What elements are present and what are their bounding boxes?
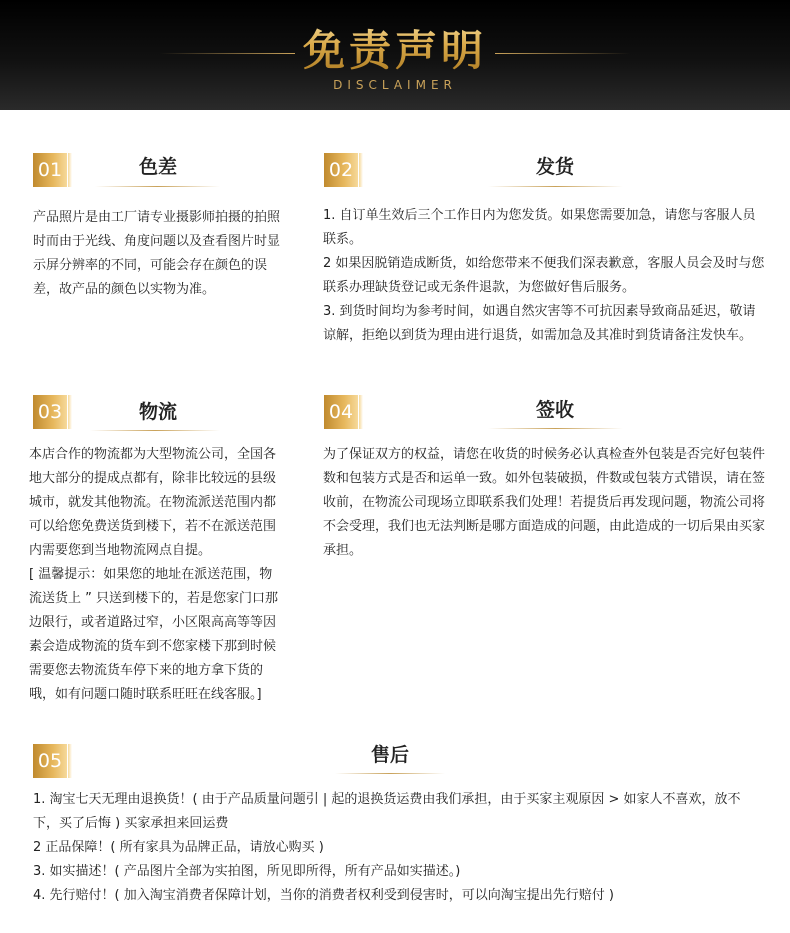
section-title: 发货: [535, 156, 574, 178]
section-body: [33, 788, 763, 908]
page-title: 免责声明: [0, 18, 790, 78]
section-paragraph: 3. 到货时间均为参考时间，如遇自然灾害等不可抗因素导致商品延迟，敬请谅解，拒绝以到货为理由进行退货，如需加急及其准时到货请备注发快车。: [323, 304, 756, 343]
section-paragraph: 为了保证双方的权益，请您在收货的时候务必认真检查外包装是否完好包装件数和包装方式是否和运单一致。如外包装破损，件数或包装方式错误，请在签收前，在物流公司现场立即联系我们处理！若提货后再发现问题，物流公司将不会受理，我们也无法判断是哪方面造成的问题，由此造成的一切后果由买家承担。: [323, 447, 766, 558]
section-number-badge: 04: [324, 395, 358, 429]
section-number-badge: 01: [33, 153, 67, 187]
page-subtitle: DISCLAIMER: [333, 78, 457, 92]
section-paragraph: 1. 自订单生效后三个工作日内为您发货。如果您需要加急，请您与客服人员联系。: [323, 208, 756, 247]
section-body: [323, 204, 768, 348]
section-title-underline: [488, 428, 623, 429]
section-body: [323, 443, 771, 563]
section-title-underline: [95, 186, 220, 187]
section-title: 签收: [535, 399, 574, 421]
section-body: [29, 443, 281, 707]
section-paragraph: 4. 先行赔付！( 加入淘宝消费者保障计划，当你的消费者权利受到侵害时，可以向淘宝提出先行赔付 ): [33, 888, 614, 903]
header-banner: [0, 0, 790, 110]
section-paragraph: 2 如果因脱销造成断货，如给您带来不便我们深表歉意，客服人员会及时与您联系办理缺货登记或无条件退款，为您做好售后服务。: [323, 256, 765, 295]
section-paragraph: 2 正品保障！( 所有家具为品牌正品，请放心购买 ): [33, 840, 324, 855]
section-paragraph: 产品照片是由工厂请专业摄影师拍摄的拍照时而由于光线、角度问题以及查看图片时显示屏分辨率的不同，可能会存在颜色的误差，故产品的颜色以实物为准。: [33, 210, 281, 297]
section-title: 色差: [138, 156, 177, 178]
header-right-rule: [495, 53, 630, 54]
section-title: 物流: [138, 401, 177, 423]
section-body: [33, 206, 281, 302]
section-title: 售后: [370, 744, 409, 766]
section-paragraph: 本店合作的物流都为大型物流公司，全国各地大部分的提成点都有，除非比较远的县级城市，就发其他物流。在物流派送范围内都可以给您免费送货到楼下，若不在派送范围内需要您到当地物流网点自提。: [29, 447, 277, 558]
section-number-badge: 02: [324, 153, 358, 187]
section-paragraph: [ 温馨提示：如果您的地址在派送范围，物流送货上 ” 只送到楼下的，若是您家门口那边限行，或者道路过窄，小区限高高等等因素会造成物流的货车到不您家楼下那到时候需要您去物流货车停下来的地方拿下货的哦，如有问题口随时联系旺旺在线客服。]: [29, 567, 278, 702]
section-number-badge: 03: [33, 395, 67, 429]
section-title-underline: [335, 773, 445, 774]
section-paragraph: 3. 如实描述！( 产品图片全部为实拍图，所见即所得，所有产品如实描述。): [33, 864, 461, 879]
section-title-underline: [90, 430, 220, 431]
section-number-badge: 05: [33, 744, 67, 778]
section-paragraph: 1. 淘宝七天无理由退换货！( 由于产品质量问题引 | 起的退换货运费由我们承担，由于买家主观原因 > 如家人不喜欢，放不下，买了后悔 ) 买家承担来回运费: [33, 792, 741, 831]
section-title-underline: [488, 186, 623, 187]
